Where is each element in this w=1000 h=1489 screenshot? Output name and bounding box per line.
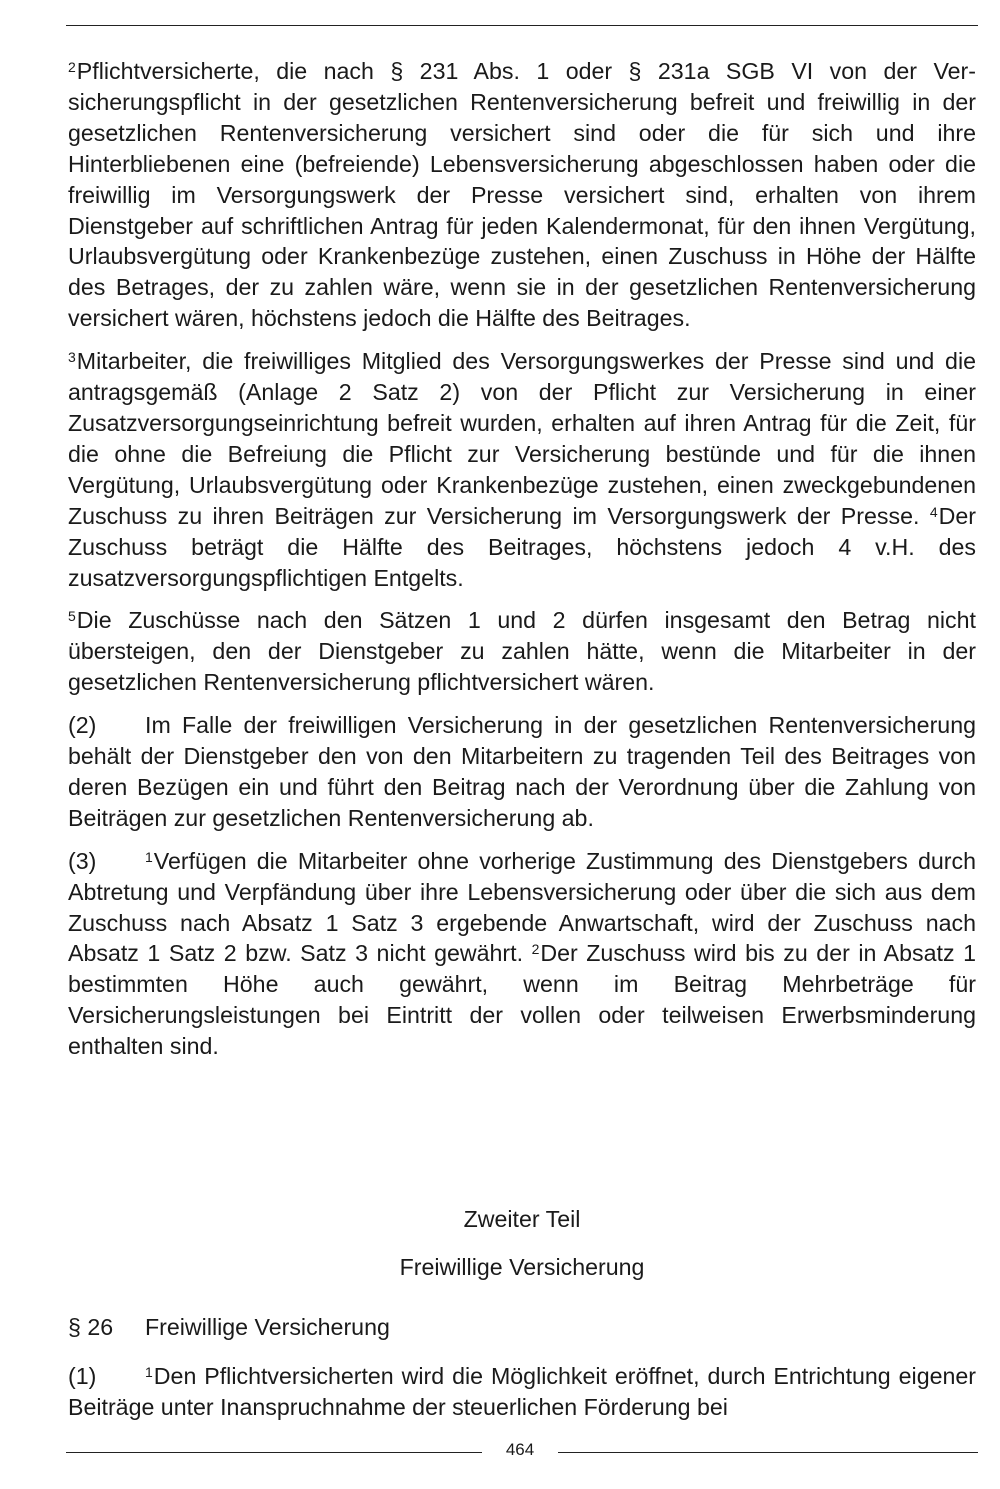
footer-rule-left (66, 1452, 482, 1453)
paragraph-section-26-absatz-1 (68, 1361, 976, 1423)
section-heading (68, 1314, 390, 1341)
paragraph-absatz-2 (68, 710, 976, 834)
paragraph-text: Der Zuschuss beträgt die Hälfte des Beitrages, höchstens jedoch 4 v.H. des zusatzversorgungspflichtigen Entgelts. (68, 502, 976, 591)
absatz-label: (3) (68, 847, 97, 874)
sentence-number: 1 (145, 848, 153, 865)
paragraph-satz-5 (68, 605, 976, 698)
paragraph-text: Im Falle der freiwilligen Versicherung in der gesetzlichen Rentenversicherung behält der Dienstgeber den von den Mitarbeitern zu tragenden Teil des Beitrages von deren Bezügen ein und führt den Beitrag nach der Verordnung über die Zahlung von Beiträgen zur gesetzlichen Rentenversicherung ab. (68, 712, 976, 831)
body-text (68, 56, 976, 1074)
top-rule (66, 25, 978, 26)
paragraph-satz-2 (68, 56, 976, 334)
paragraph-satz-3 (68, 346, 976, 593)
sentence-number: 3 (68, 349, 76, 366)
page-footer (66, 1440, 978, 1464)
absatz-label: (1) (68, 1363, 97, 1389)
paragraph-text: Verfügen die Mitarbeiter ohne vorherige Zustimmung des Dienstgebers durch Abtretung und Verpfändung über ihre Lebensversicherung oder über die sich aus dem Zuschuss nach Absatz 1 Satz 3 ergebende Anwartschaft, wird der Zuschuss nach Absatz 1 Satz 2 bzw. Satz 3 nicht gewährt. (68, 847, 976, 967)
section-number: § 26 (68, 1314, 114, 1340)
paragraph-text: Die Zuschüsse nach den Sätzen 1 und 2 dürfen insgesamt den Betrag nicht übersteigen, den der Dienstgeber zu zahlen hätte, wenn die Mitarbeiter in der gesetzlichen Rentenversicherung pflichtversichert wären. (68, 607, 976, 696)
paragraph-absatz-3 (68, 846, 976, 1062)
sentence-number: 2 (68, 59, 76, 75)
sentence-number: 4 (929, 503, 938, 520)
paragraph-text: Pflichtversicherte, die nach § 231 Abs. 1 oder § 231a SGB VI von der Versicherungspflicht in der gesetzlichen Rentenversicherung befreit und freiwillig in der gesetzlichen Rentenversicherung versichert sind oder die für sich und ihre Hinterbliebenen eine (befreiende) Lebensversicherung abgeschlossen haben oder die freiwillig im Versorgungswerk der Presse versichert sind, erhalten von ihrem Dienstgeber auf schriftlichen Antrag für jeden Kalendermonat, für den ihnen Vergütung, Urlaubsvergütung oder Krankenbezüge zustehen, einen Zuschuss in Höhe der Hälfte des Betrages, der zu zahlen wäre, wenn sie in der gesetzlichen Rentenversicherung versichert wären, höchstens jedoch die Hälfte des Beitrages. (68, 58, 976, 332)
sentence-number: 1 (145, 1364, 153, 1380)
part-subtitle: Freiwillige Versicherung (399, 1254, 645, 1280)
sentence-number: 2 (531, 941, 540, 958)
sentence-number: 5 (68, 608, 76, 625)
paragraph-text: Mitarbeiter, die freiwilliges Mitglied des Versorgungswerkes der Presse sind und die antragsgemäß (Anlage 2 Satz 2) von der Pflicht zur Versicherung in einer Zusatzversorgungseinrichtung befreit wurden, erhalten auf ihren Antrag für die Zeit, für die ohne die Befreiung die Pflicht zur Versicherung bestünde und für die ihnen Vergütung, Urlaubsvergütung oder Krankenbezüge zustehen, einen zweckgebundenen Zuschuss zu ihren Beiträgen zur Versicherung im Versorgungswerk der Presse. (68, 348, 976, 529)
paragraph-text: Den Pflichtversicherten wird die Möglichkeit eröffnet, durch Entrichtung eigener Beiträge unter Inanspruchnahme der steuerlichen Förderung bei (68, 1363, 976, 1420)
absatz-label: (2) (68, 712, 97, 739)
part-title: Zweiter Teil (463, 1206, 581, 1232)
paragraph-text: Der Zuschuss wird bis zu der in Absatz 1 bestimmten Höhe auch gewährt, wenn im Beitrag Mehrbeträge für Versicherungsleistungen bei Eintritt der vollen oder teilweisen Erwerbsminderung enthalten sind. (68, 940, 976, 1060)
footer-rule-right (558, 1452, 978, 1453)
section-title: Freiwillige Versicherung (145, 1314, 390, 1340)
page-number: 464 (505, 1440, 535, 1459)
